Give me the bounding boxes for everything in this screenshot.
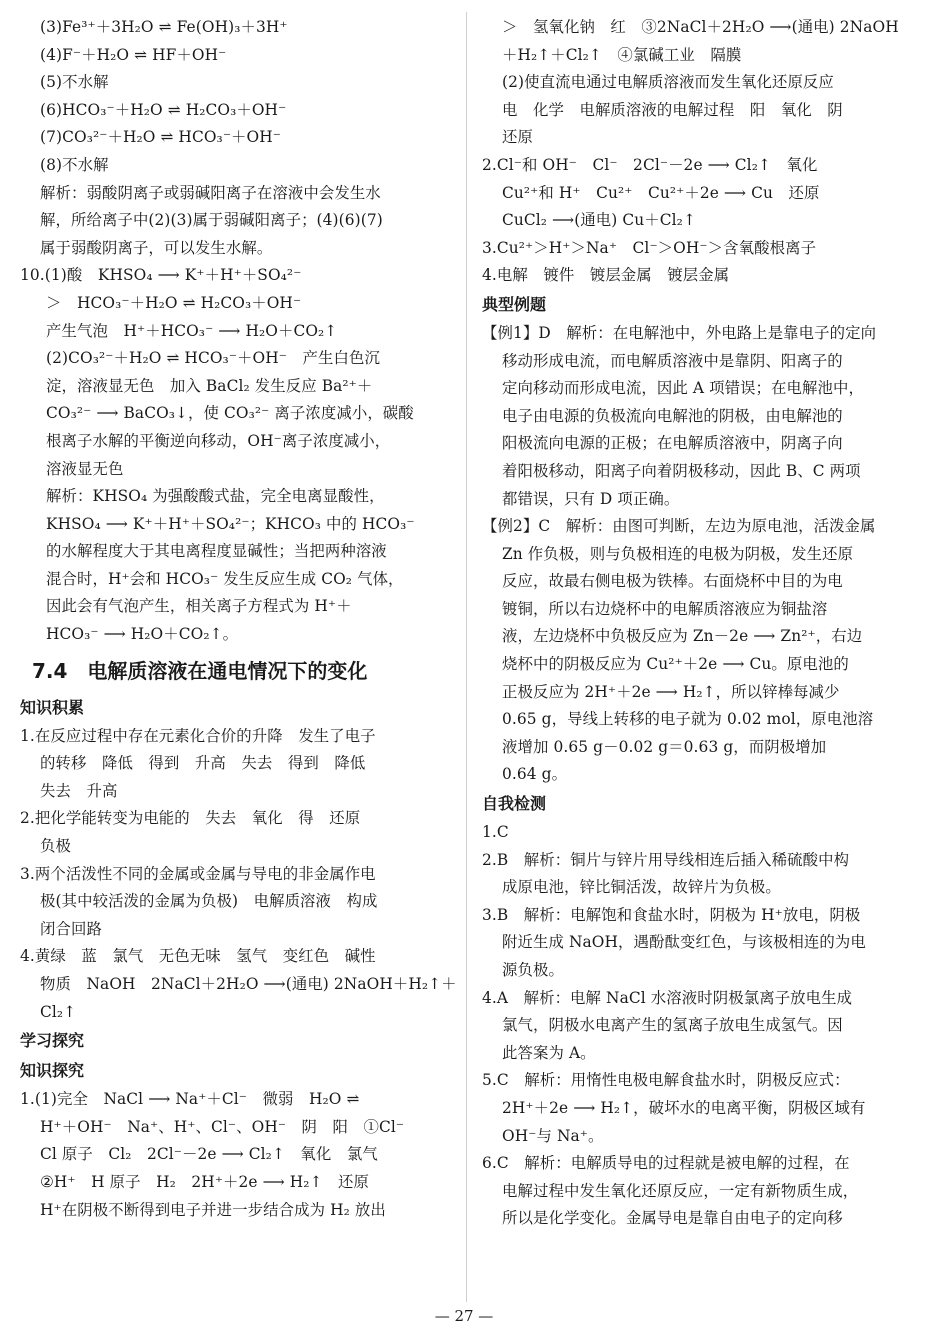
right-column [482, 14, 912, 1233]
text-line: 阳极流向电源的正极；在电解质溶液中，阴离子向 [502, 434, 843, 453]
text-line: 淀，溶液显无色 加入 BaCl₂ 发生反应 Ba²⁺＋ [46, 376, 373, 395]
text-line: Cl 原子 Cl₂ 2Cl⁻－2e ⟶ Cl₂↑ 氧化 氯气 [40, 1145, 378, 1164]
text-line: CuCl₂ ⟶(通电) Cu＋Cl₂↑ [502, 211, 696, 230]
text-line: 物质 NaOH 2NaCl＋2H₂O ⟶(通电) 2NaOH＋H₂↑＋ [40, 975, 457, 993]
text-line: Cu²⁺和 H⁺ Cu²⁺ Cu²⁺＋2e ⟶ Cu 还原 [502, 183, 820, 202]
text-line: 2.Cl⁻和 OH⁻ Cl⁻ 2Cl⁻－2e ⟶ Cl₂↑ 氧化 [482, 155, 818, 174]
text-line: Zn 作负极，则与负极相连的电极为阴极，发生还原 [502, 544, 854, 563]
text-line: 根离子水解的平衡逆向移动，OH⁻离子浓度减小， [46, 431, 391, 450]
column-divider [466, 12, 467, 1302]
text-line: H⁺＋OH⁻ Na⁺、H⁺、Cl⁻、OH⁻ 阴 阳 ①Cl⁻ [40, 1117, 405, 1136]
text-line: 1.(1)完全 NaCl ⟶ Na⁺＋Cl⁻ 微弱 H₂O ⇌ [20, 1090, 360, 1109]
text-line: 烧杯中的阴极反应为 Cu²⁺＋2e ⟶ Cu。原电池的 [502, 655, 849, 674]
text-line: OH⁻与 Na⁺。 [502, 1126, 604, 1145]
text-line: 的转移 降低 得到 升高 失去 得到 降低 [40, 754, 366, 773]
text-line: 【例2】C 解析：由图可判断，左边为原电池，活泼金属 [482, 517, 876, 536]
text-line: 5.C 解析：用惰性电极电解食盐水时，阴极反应式： [482, 1071, 850, 1090]
text-line: 1.在反应过程中存在元素化合价的升降 发生了电子 [20, 726, 376, 745]
text-line: 1.C [482, 823, 509, 842]
text-line: 属于弱酸阴离子，可以发生水解。 [40, 238, 273, 257]
text-line: 溶液显无色 [46, 459, 124, 478]
text-line: 此答案为 A。 [502, 1043, 596, 1062]
text-line: 3.B 解析：电解饱和食盐水时，阴极为 H⁺放电，阴极 [482, 905, 861, 924]
text-line: 产生气泡 H⁺＋HCO₃⁻ ⟶ H₂O＋CO₂↑ [46, 321, 338, 340]
text-line: 【例1】D 解析：在电解池中，外电路上是靠电子的定向 [482, 323, 877, 342]
text-line: 4.电解 镀件 镀层金属 镀层金属 [482, 266, 730, 285]
sub-heading: 知识积累 [20, 697, 85, 717]
text-line: 成原电池，锌比铜活泼，故锌片为负极。 [502, 878, 781, 897]
text-line: 液增加 0.65 g－0.02 g＝0.63 g，而阴极增加 [502, 737, 827, 756]
page-number: — 27 — [434, 1307, 494, 1325]
text-line: 闭合回路 [40, 919, 102, 938]
section-title: 7.4 电解质溶液在通电情况下的变化 [32, 658, 368, 683]
text-line: 2H⁺＋2e ⟶ H₂↑，破坏水的电离平衡，阴极区域有 [502, 1098, 866, 1117]
text-line: (3)Fe³⁺＋3H₂O ⇌ Fe(OH)₃＋3H⁺ [40, 18, 288, 36]
text-line: 电 化学 电解质溶液的电解过程 阳 氧化 阴 [502, 100, 843, 119]
text-line: 镀铜，所以右边烧杯中的电解质溶液应为铜盐溶 [502, 599, 828, 618]
sub-heading: 学习探究 [20, 1031, 85, 1051]
text-line: 极(其中较活泼的金属为负极) 电解质溶液 构成 [40, 892, 378, 911]
text-line: 着阳极移动，阳离子向着阴极移动，因此 B、C 两项 [502, 461, 861, 480]
text-line: 解析：弱酸阴离子或弱碱阳离子在溶液中会发生水 [40, 183, 381, 202]
text-line: KHSO₄ ⟶ K⁺＋H⁺＋SO₄²⁻；KHCO₃ 中的 HCO₃⁻ [46, 514, 415, 533]
text-line: ＋H₂↑＋Cl₂↑ ④氯碱工业 隔膜 [502, 45, 742, 64]
text-line: 负极 [40, 837, 71, 856]
text-line: 因此会有气泡产生，相关离子方程式为 H⁺＋ [46, 597, 352, 616]
text-line: 3.Cu²⁺＞H⁺＞Na⁺ Cl⁻＞OH⁻＞含氧酸根离子 [482, 238, 817, 257]
text-line: 反应，故最右侧电极为铁棒。右面烧杯中目的为电 [502, 572, 843, 591]
text-line: 10.(1)酸 KHSO₄ ⟶ K⁺＋H⁺＋SO₄²⁻ [20, 266, 302, 285]
text-line: (8)不水解 [40, 155, 109, 174]
sub-heading: 知识探究 [20, 1061, 85, 1081]
text-line: 失去 升高 [40, 781, 118, 800]
text-line: CO₃²⁻ ⟶ BaCO₃↓，使 CO₃²⁻ 离子浓度减小，碳酸 [46, 404, 414, 423]
text-line: HCO₃⁻ ⟶ H₂O＋CO₂↑。 [46, 625, 239, 644]
text-line: ＞ 氢氧化钠 红 ③2NaCl＋2H₂O ⟶(通电) 2NaOH [502, 18, 899, 36]
text-line: 4.A 解析：电解 NaCl 水溶液时阴极氯离子放电生成 [482, 988, 853, 1007]
text-line: 2.把化学能转变为电能的 失去 氧化 得 还原 [20, 809, 361, 828]
text-line: 3.两个活泼性不同的金属或金属与导电的非金属作电 [20, 864, 376, 883]
text-line: 移动形成电流，而电解质溶液中是靠阴、阳离子的 [502, 351, 843, 370]
text-line: H⁺在阴极不断得到电子并进一步结合成为 H₂ 放出 [40, 1200, 386, 1219]
text-line: 定向移动而形成电流，因此 A 项错误；在电解池中， [502, 379, 864, 398]
text-line: (6)HCO₃⁻＋H₂O ⇌ H₂CO₃＋OH⁻ [40, 100, 287, 119]
text-line: 液，左边烧杯中负极反应为 Zn－2e ⟶ Zn²⁺，右边 [502, 627, 863, 646]
text-line: 氯气，阴极水电离产生的氢离子放电生成氢气。因 [502, 1016, 843, 1035]
text-line: 还原 [502, 128, 533, 147]
text-line: 6.C 解析：电解质导电的过程就是被电解的过程，在 [482, 1154, 850, 1173]
text-line: 混合时，H⁺会和 HCO₃⁻ 发生反应生成 CO₂ 气体， [46, 569, 404, 588]
text-line: 正极反应为 2H⁺＋2e ⟶ H₂↑，所以锌棒每减少 [502, 682, 840, 701]
text-line: 电子由电源的负极流向电解池的阴极，由电解池的 [502, 406, 843, 425]
text-line: ＞ HCO₃⁻＋H₂O ⇌ H₂CO₃＋OH⁻ [46, 293, 302, 312]
text-line: (5)不水解 [40, 73, 109, 92]
text-line: 0.65 g，导线上转移的电子就为 0.02 mol，原电池溶 [502, 710, 874, 729]
text-line: Cl₂↑ [40, 1002, 77, 1021]
text-line: 2.B 解析：铜片与锌片用导线相连后插入稀硫酸中构 [482, 850, 850, 869]
text-line: 附近生成 NaOH，遇酚酞变红色，与该极相连的为电 [502, 933, 866, 952]
text-line: 解析：KHSO₄ 为强酸酸式盐，完全电离显酸性， [46, 487, 385, 506]
text-line: 电解过程中发生氧化还原反应，一定有新物质生成， [502, 1181, 859, 1200]
sub-heading: 自我检测 [482, 794, 547, 814]
text-line: (2)使直流电通过电解质溶液而发生氧化还原反应 [502, 73, 834, 92]
sub-heading: 典型例题 [482, 294, 547, 314]
text-line: 的水解程度大于其电离程度显碱性；当把两种溶液 [46, 542, 387, 561]
text-line: 所以是化学变化。金属导电是靠自由电子的定向移 [502, 1209, 843, 1228]
text-line: (7)CO₃²⁻＋H₂O ⇌ HCO₃⁻＋OH⁻ [40, 128, 281, 147]
text-line: ②H⁺ H 原子 H₂ 2H⁺＋2e ⟶ H₂↑ 还原 [40, 1172, 370, 1191]
text-line: 源负极。 [502, 961, 564, 979]
text-line: (4)F⁻＋H₂O ⇌ HF＋OH⁻ [40, 45, 227, 64]
text-line: (2)CO₃²⁻＋H₂O ⇌ HCO₃⁻＋OH⁻ 产生白色沉 [46, 349, 380, 368]
text-line: 0.64 g。 [502, 765, 568, 784]
text-line: 解，所给离子中(2)(3)属于弱碱阳离子；(4)(6)(7) [40, 211, 383, 230]
text-line: 都错误，只有 D 项正确。 [502, 489, 680, 508]
text-line: 4.黄绿 蓝 氯气 无色无味 氢气 变红色 碱性 [20, 947, 376, 966]
left-column [20, 14, 457, 1224]
